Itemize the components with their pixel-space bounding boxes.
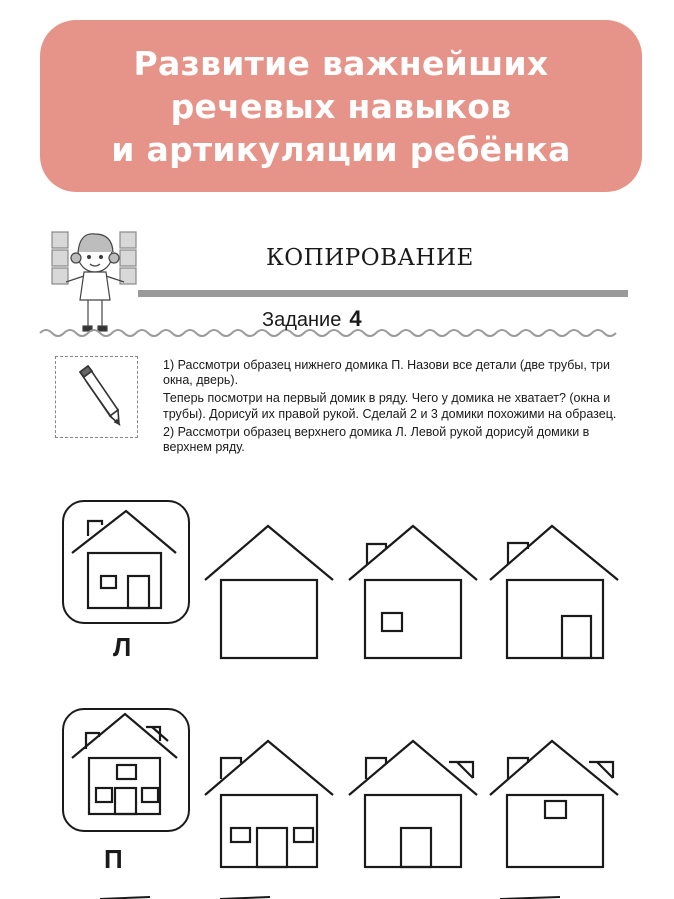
task-heading [262, 306, 362, 332]
instruction-paragraph-3: 2) Рассмотри образец верхнего домика Л. Левой рукой дорисуй домики в верхнем ряду. [163, 424, 590, 455]
task-number: 4 [349, 306, 362, 331]
banner-line-1: Развитие важнейших [133, 43, 549, 83]
letter-l: Л [113, 632, 132, 662]
header-rule [138, 290, 628, 297]
banner-line-2: речевых навыков [170, 86, 512, 126]
house-row2-1[interactable] [205, 741, 333, 867]
house-row1-3[interactable] [490, 526, 618, 658]
banner-line-3: и артикуляции ребёнка [111, 129, 571, 169]
instruction-paragraph-1: 1) Рассмотри образец нижнего домика П. Назови все детали (две трубы, три окна, дверь). [163, 358, 610, 388]
house-row2-2[interactable] [349, 741, 477, 867]
instruction-paragraph-2: Теперь посмотри на первый домик в ряду. Чего у домика не хватает? (окна и трубы). Дорисуй их правой рукой. Сделай 2 и 3 домики похожими на образец. [163, 391, 617, 421]
task-label: Задание [262, 309, 342, 331]
sample-frame-l [62, 500, 190, 624]
house-row2-3[interactable] [490, 741, 618, 867]
section-title: КОПИРОВАНИЕ [266, 245, 474, 271]
house-row1-2[interactable] [349, 526, 477, 658]
letter-p: П [104, 844, 123, 874]
pencil-box [55, 356, 138, 438]
instructions [163, 358, 633, 458]
sample-frame-p [62, 708, 190, 832]
house-row1-1[interactable] [205, 526, 333, 658]
girl-illustration [52, 232, 136, 331]
